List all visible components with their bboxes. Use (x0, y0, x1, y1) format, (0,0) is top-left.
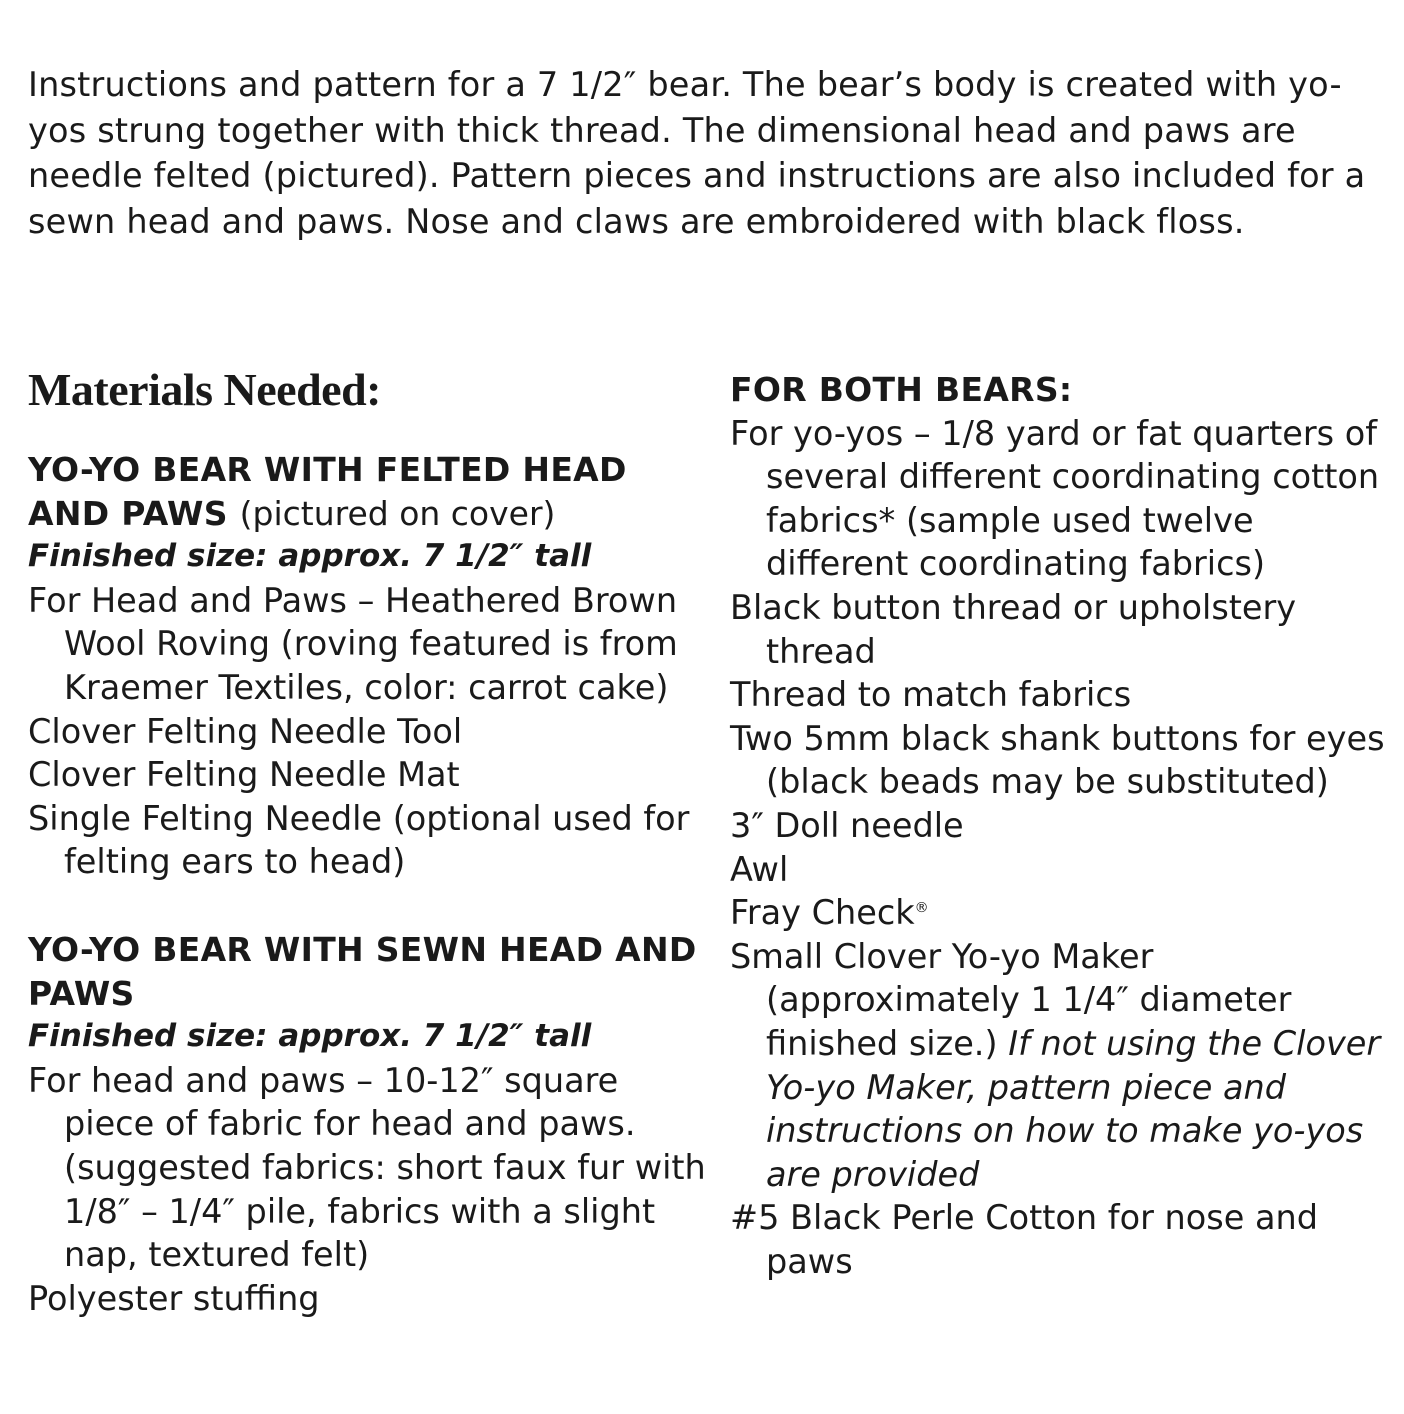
fray-check-text: Fray Check (730, 893, 915, 933)
list-item: For Head and Paws – Heathered Brown Wool Roving (roving featured is from Kraemer Textiles, color: carrot cake) (28, 580, 678, 707)
yoyo-maker-text: Small Clover Yo-yo Maker (approximately 1 1/4″ diameter finished size.) (730, 936, 1292, 1063)
felted-heading-text: YO-YO BEAR WITH FELTED HEAD AND PAWS (28, 450, 627, 533)
sewn-materials-list (28, 1059, 708, 1321)
intro-paragraph: Instructions and pattern for a 7 1/2″ bear. The bear’s body is created with yo-yos strung together with thick thread. The dimensional head and paws are needle felted (pictured). Pattern pieces and instructions are also included for a sewn head and paws. Nose and claws are embroidered with black floss. (28, 65, 1366, 241)
list-item: Awl (730, 849, 789, 889)
felted-materials-list (28, 579, 708, 884)
list-item-yoyo-maker (730, 935, 1390, 1197)
list-item: Two 5mm black shank buttons for eyes (black beads may be substituted) (730, 718, 1385, 802)
list-item: Polyester stuffing (28, 1278, 320, 1318)
list-item: Clover Felting Needle Tool (28, 711, 463, 751)
felted-heading (28, 448, 708, 535)
right-column (730, 368, 1390, 1283)
left-column (28, 362, 708, 1320)
both-materials-list (730, 412, 1390, 1284)
both-heading: FOR BOTH BEARS: (730, 370, 1073, 409)
list-item: Black button thread or upholstery thread (730, 587, 1297, 671)
felted-finished-size: Finished size: approx. 7 1/2″ tall (28, 538, 592, 575)
section-spacer (28, 884, 708, 928)
sewn-finished-size: Finished size: approx. 7 1/2″ tall (28, 1018, 592, 1055)
list-item: 3″ Doll needle (730, 805, 964, 845)
yoyo-maker-note: If not using the Clover Yo-yo Maker, pattern piece and instructions on how to make yo-yos are provided (766, 1023, 1381, 1194)
materials-title: Materials Needed: (28, 364, 381, 415)
list-item: Thread to match fabrics (730, 675, 1132, 715)
list-item: Single Felting Needle (optional used for felting ears to head) (28, 798, 690, 882)
list-item: For yo-yos – 1/8 yard or fat quarters of several different coordinating cotton fabrics* (sample used twelve different coordinating fabrics) (730, 413, 1380, 584)
list-item: Clover Felting Needle Mat (28, 755, 460, 795)
list-item: #5 Black Perle Cotton for nose and paws (730, 1198, 1318, 1281)
sewn-heading: YO-YO BEAR WITH SEWN HEAD AND PAWS (28, 929, 697, 1013)
list-item: For head and paws – 10-12″ square piece of fabric for head and paws. (suggested fabrics: short faux fur with 1/8″ – 1/4″ pile, fabrics with a slight nap, textured felt) (28, 1060, 706, 1275)
list-item-fray-check (730, 891, 1390, 935)
felted-heading-note: (pictured on cover) (239, 493, 556, 533)
registered-mark: ® (914, 899, 929, 916)
